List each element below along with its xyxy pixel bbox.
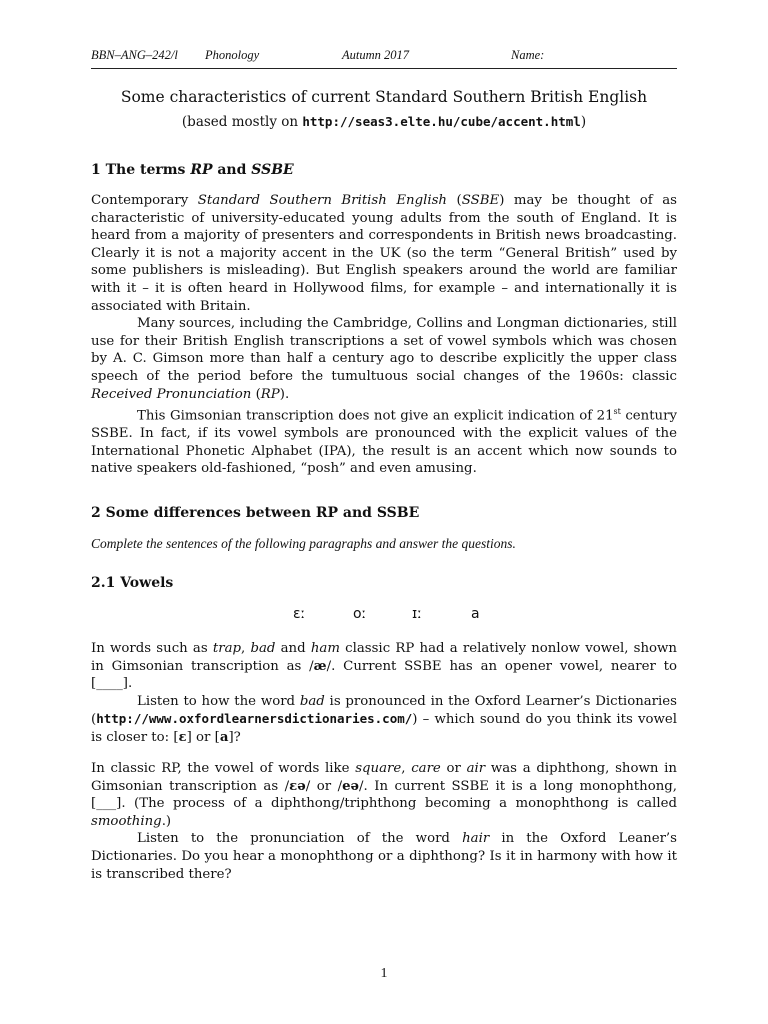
- subject-label: Phonology: [205, 48, 260, 62]
- course-code: BBN–ANG–242/l: [91, 48, 178, 62]
- paragraph: In classic RP, the vowel of words like square, care or air was a diphthong, shown in Gimsonian transcription as /ɛə/ or /eə/. In current SSBE it is a long monophthong, [___]. (The process of a diphthong/triphthong becoming a monophthong is called smoothing.): [91, 761, 677, 829]
- paragraph: Listen to how the word bad is pronounced in the Oxford Learner’s Dictionaries (http://www.oxfordlearnersdictionaries.com/) – which sound do you think its vowel is closer to: [ɛ] or [a]?: [91, 693, 677, 745]
- section-1-body: [91, 192, 677, 478]
- section-1-heading: 1 The terms RP and SSBE: [91, 162, 294, 178]
- paragraph: This Gimsonian transcription does not give an explicit indication of 21st century SSBE. In fact, if its vowel symbols are pronounced with the explicit values of the International Phonetic Alphabet (IPA), the result is an accent which now sounds to native speakers old-fashioned, “posh” and even amusing.: [91, 407, 677, 477]
- header-rule: [91, 68, 677, 69]
- paragraph: Many sources, including the Cambridge, Collins and Longman dictionaries, still use for their British English transcriptions a set of vowel symbols which was chosen by A. C. Gimson more than half a century ago to describe explicitly the upper class speech of the period before the tumultuous social changes of the 1960s: classic Received Pronunciation (RP).: [91, 316, 677, 402]
- page-number: 1: [380, 966, 388, 981]
- symbol: ɪː: [412, 606, 422, 622]
- section-2-1-body-b: [91, 760, 677, 883]
- document-title: Some characteristics of current Standard Southern British English: [120, 88, 648, 106]
- paragraph: Contemporary Standard Southern British English (SSBE) may be thought of as characteristic of university-educated young adults from the south of England. It is heard from a majority of presenters and correspondents in British news broadcasting. Clearly it is not a majority accent in the UK (so the term “General British” used by some publishers is misleading). But English speakers around the world are familiar with it – it is often heard in Hollywood films, for example – and internationally it is associated with Britain.: [91, 193, 677, 314]
- section-2-heading: 2 Some differences between RP and SSBE: [91, 505, 420, 521]
- section-2-1-heading: 2.1 Vowels: [91, 575, 174, 591]
- paragraph: In words such as trap, bad and ham classic RP had a relatively nonlow vowel, shown in Gimsonian transcription as /æ/. Current SSBE has an opener vowel, nearer to [____].: [91, 641, 677, 692]
- paragraph: Listen to the pronunciation of the word hair in the Oxford Leaner’s Dictionaries. Do you hear a monophthong or a diphthong? Is it in harmony with how it is transcribed there?: [91, 831, 677, 882]
- dictionary-link[interactable]: http://www.oxfordlearnersdictionaries.com/: [96, 711, 413, 727]
- section-2-1-body-a: [91, 640, 677, 747]
- name-label: Name:: [511, 48, 545, 62]
- instruction-text: Complete the sentences of the following paragraphs and answer the questions.: [91, 536, 516, 551]
- symbol: a: [471, 606, 480, 622]
- symbol: ɛː: [293, 606, 306, 622]
- term-label: Autumn 2017: [342, 48, 410, 62]
- symbol: oː: [353, 606, 367, 622]
- document-subtitle: (based mostly on http://seas3.elte.hu/cube/accent.html): [181, 114, 587, 130]
- source-link[interactable]: http://seas3.elte.hu/cube/accent.html: [302, 114, 581, 129]
